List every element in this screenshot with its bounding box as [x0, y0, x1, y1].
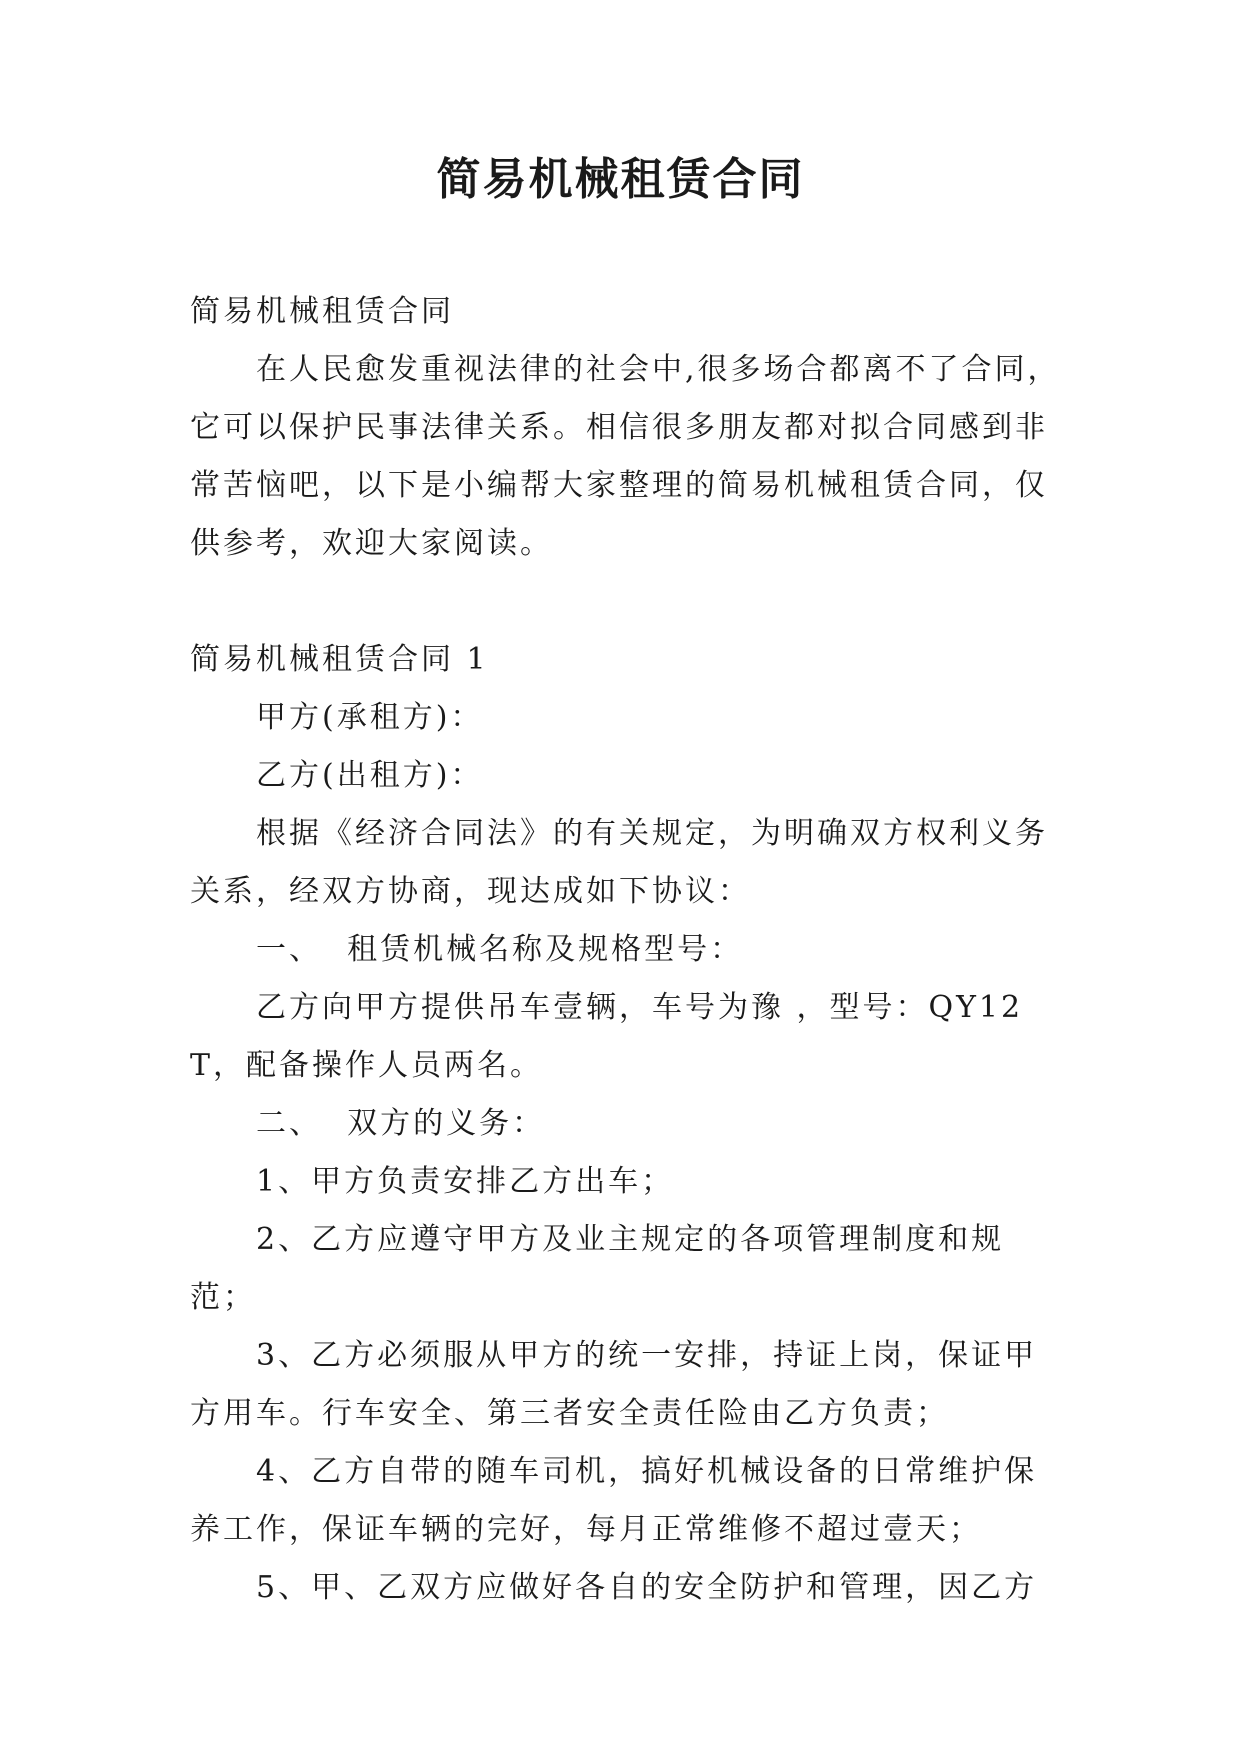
document-title: 简易机械租赁合同	[436, 154, 805, 205]
section-heading: 简易机械租赁合同	[190, 294, 454, 329]
preamble-paragraph: 根据《经济合同法》的有关规定，为明确双方权利义务关系，经双方协商，现达成如下协议：	[190, 816, 1048, 909]
party-a-line: 甲方(承租方)：	[256, 700, 484, 735]
obligation-item-3: 3、乙方必须服从甲方的统一安排，持证上岗，保证甲方用车。行车安全、第三者安全责任险由乙方负责；	[190, 1338, 1038, 1431]
intro-paragraph: 在人民愈发重视法律的社会中,很多场合都离不了合同，它可以保护民事法律关系。相信很多朋友都对拟合同感到非常苦恼吧，以下是小编帮大家整理的简易机械租赁合同，仅供参考，欢迎大家阅读。	[190, 352, 1061, 561]
clause-heading-2: 二、 双方的义务：	[256, 1106, 546, 1141]
document-body	[190, 283, 1065, 1617]
obligation-item-4: 4、乙方自带的随车司机，搞好机械设备的日常维护保养工作，保证车辆的完好，每月正常维修不超过壹天；	[190, 1454, 1038, 1547]
obligation-item-1: 1、甲方负责安排乙方出车；	[256, 1164, 675, 1199]
obligation-item-2: 2、乙方应遵守甲方及业主规定的各项管理制度和规范；	[190, 1222, 1005, 1315]
obligation-item-5: 5、甲、乙双方应做好各自的安全防护和管理，因乙方	[256, 1570, 1038, 1605]
party-b-line: 乙方(出租方)：	[256, 758, 484, 793]
contract-heading: 简易机械租赁合同 1	[190, 642, 489, 677]
clause-heading-1: 一、 租赁机械名称及规格型号：	[256, 932, 744, 967]
clause-1-body: 乙方向甲方提供吊车壹辆，车号为豫 ，型号：QY12T，配备操作人员两名。	[190, 990, 1024, 1083]
